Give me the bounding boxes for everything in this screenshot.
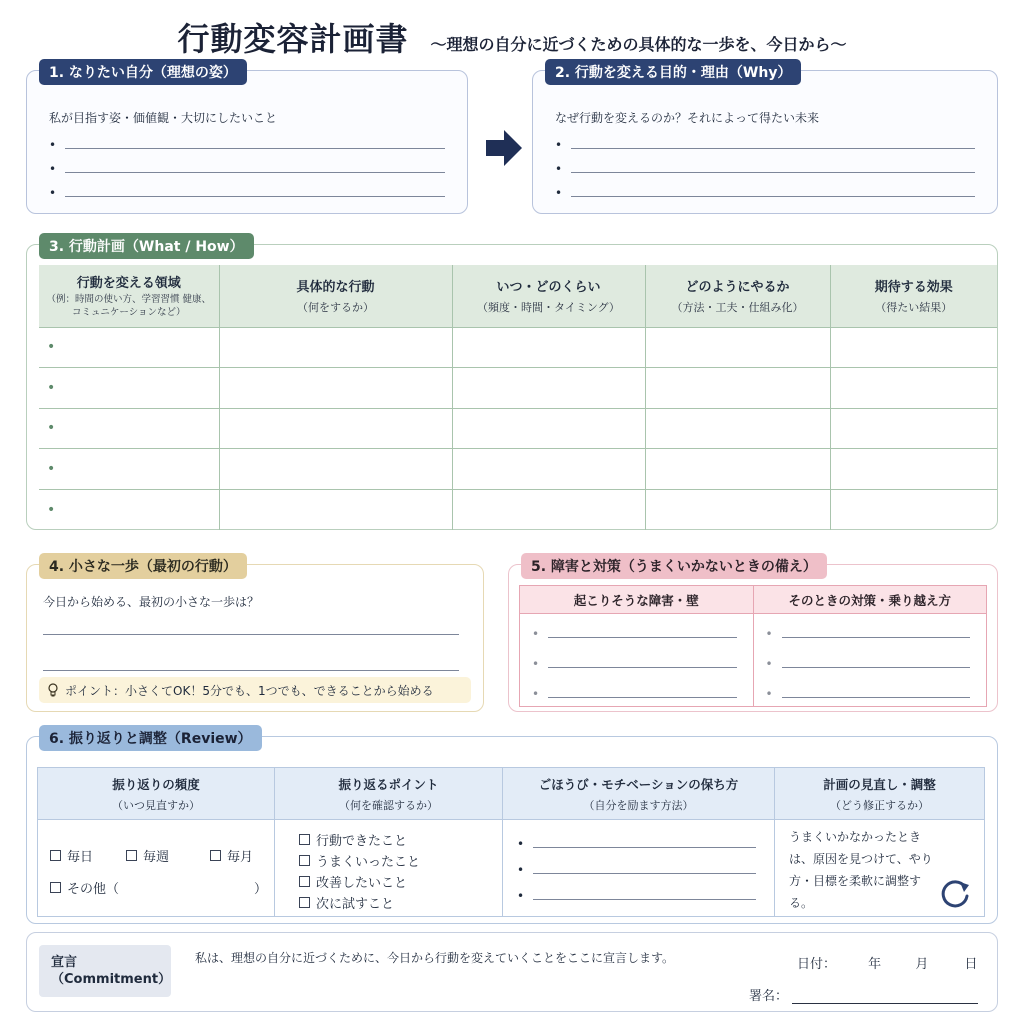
table-cell[interactable] [830, 327, 997, 368]
countermeasure-header: そのときの対策・乗り越え方 [754, 586, 987, 614]
table-cell[interactable] [645, 449, 830, 490]
column-header: 期待する効果 （得たい結果） [830, 265, 997, 327]
title-row [0, 14, 1024, 58]
table-cell[interactable] [645, 408, 830, 449]
checkbox-icon [50, 882, 61, 893]
obstacle-input-line[interactable] [532, 654, 737, 670]
write-line [533, 847, 756, 848]
section-why [532, 65, 998, 214]
write-line [548, 667, 737, 668]
section-2-input-line[interactable] [555, 135, 975, 151]
reward-header: ごほうび・モチベーションの保ち方 （自分を励ます方法） [503, 768, 774, 820]
write-line [548, 637, 737, 638]
review-points-header: 振り返るポイント （何を確認するか） [275, 768, 502, 820]
reward-input-line[interactable] [517, 834, 756, 850]
checkbox-icon [299, 855, 310, 866]
section-1-prompt: 私が目指す姿・価値観・大切にしたいこと [49, 111, 278, 125]
table-cell[interactable] [830, 489, 997, 530]
table-cell[interactable] [830, 368, 997, 409]
weekly-checkbox[interactable]: 毎週 [126, 846, 169, 865]
table-cell[interactable] [452, 327, 645, 368]
section-5-tag: 5. 障害と対策（うまくいかないときの備え） [521, 553, 827, 579]
right-arrow-icon [484, 128, 524, 168]
reward-input-line[interactable] [517, 860, 756, 876]
bullet: • [49, 138, 57, 152]
checkbox-icon [299, 834, 310, 845]
table-cell[interactable] [219, 489, 452, 530]
bullet: • [49, 186, 57, 200]
reward-input-line[interactable] [517, 886, 756, 902]
point-checkbox[interactable]: 行動できたこと [299, 830, 407, 849]
table-cell[interactable] [452, 408, 645, 449]
write-line [571, 172, 975, 173]
section-1-input-line[interactable] [49, 183, 445, 199]
daily-checkbox[interactable]: 毎日 [50, 846, 93, 865]
action-plan-table [39, 265, 997, 530]
month-label: 月 [915, 957, 929, 972]
review-frequency-header: 振り返りの頻度 （いつ見直すか） [38, 768, 274, 820]
countermeasure-column [753, 586, 987, 706]
date-label: 日付： [797, 957, 837, 972]
bullet: • [49, 162, 57, 176]
obstacle-header: 起こりそうな障害・壁 [520, 586, 753, 614]
table-row [39, 489, 997, 530]
obstacle-column [520, 586, 753, 706]
section-1-input-line[interactable] [49, 135, 445, 151]
countermeasure-input-line[interactable] [766, 684, 971, 700]
checkbox-icon [299, 897, 310, 908]
section-1-input-line[interactable] [49, 159, 445, 175]
date-field[interactable] [797, 953, 977, 972]
tip-box [39, 677, 471, 703]
section-4-input-line[interactable] [43, 621, 459, 637]
section-1-tag: 1. なりたい自分（理想の姿） [39, 59, 247, 85]
table-cell[interactable] [219, 368, 452, 409]
write-line [43, 670, 459, 671]
signature-line [792, 990, 978, 1004]
column-header: 具体的な行動 （何をするか） [219, 265, 452, 327]
section-4-input-line[interactable] [43, 657, 459, 673]
bullet: • [765, 687, 773, 701]
column-header: 行動を変える領域 （例：時間の使い方、学習習慣 健康、コミュニケーションなど） [39, 265, 219, 327]
section-ideal-self [26, 65, 468, 214]
declaration-text: 私は、理想の自分に近づくために、今日から行動を変えていくことをここに宣言します。 [195, 951, 675, 965]
year-label: 年 [868, 957, 882, 972]
table-cell[interactable]: • [39, 489, 219, 530]
section-action-plan [26, 239, 998, 530]
other-close-paren: ） [254, 882, 268, 897]
table-cell[interactable] [645, 327, 830, 368]
section-obstacles [508, 559, 998, 712]
table-cell[interactable] [219, 408, 452, 449]
bullet: • [555, 162, 563, 176]
write-line [43, 634, 459, 635]
other-checkbox[interactable]: その他（ [50, 878, 119, 897]
adjust-header: 計画の見直し・調整 （どう修正するか） [775, 768, 984, 820]
commitment-label [39, 945, 171, 997]
bullet: • [517, 837, 525, 851]
write-line [571, 148, 975, 149]
adjust-text: うまくいかなかったときは、原因を見つけて、やり方・目標を柔軟に調整する。 [789, 830, 933, 910]
table-row [39, 449, 997, 490]
review-points-column [274, 768, 502, 916]
write-line [65, 172, 445, 173]
column-header: いつ・どのくらい （頻度・時間・タイミング） [452, 265, 645, 327]
table-cell[interactable] [830, 449, 997, 490]
obstacle-input-line[interactable] [532, 624, 737, 640]
checkbox-icon [50, 850, 61, 861]
lightbulb-icon [47, 683, 59, 697]
countermeasure-input-line[interactable] [766, 624, 971, 640]
adjust-column [774, 768, 984, 916]
day-label: 日 [964, 957, 978, 972]
section-3-tag: 3. 行動計画（What / How） [39, 233, 254, 259]
table-cell[interactable] [219, 327, 452, 368]
commitment-label-jp: 宣言 [51, 955, 78, 970]
table-cell[interactable] [219, 449, 452, 490]
section-6-tag: 6. 振り返りと調整（Review） [39, 725, 262, 751]
page-title: 行動変容計画書 [177, 20, 409, 58]
monthly-checkbox[interactable]: 毎月 [210, 846, 253, 865]
bullet: • [532, 687, 540, 701]
bullet: • [765, 657, 773, 671]
section-2-prompt: なぜ行動を変えるのか？それによって得たい未来 [555, 111, 820, 125]
obstacles-table [519, 585, 987, 707]
column-header: どのようにやるか （方法・工夫・仕組み化） [645, 265, 830, 327]
table-row [39, 368, 997, 409]
bullet: • [555, 138, 563, 152]
write-line [533, 899, 756, 900]
bullet: • [555, 186, 563, 200]
bullet: • [517, 863, 525, 877]
table-cell[interactable] [830, 408, 997, 449]
review-table [37, 767, 985, 917]
countermeasure-input-line[interactable] [766, 654, 971, 670]
table-cell[interactable] [452, 489, 645, 530]
write-line [782, 637, 971, 638]
table-cell[interactable]: • [39, 368, 219, 409]
table-cell[interactable] [645, 489, 830, 530]
write-line [548, 697, 737, 698]
bullet: • [517, 889, 525, 903]
commitment-section [26, 932, 998, 1012]
write-line [65, 196, 445, 197]
page-subtitle: 〜理想の自分に近づくための具体的な一歩を、今日から〜 [430, 35, 847, 54]
bullet: • [532, 627, 540, 641]
section-review [26, 731, 998, 924]
table-cell[interactable]: • [39, 449, 219, 490]
write-line [533, 873, 756, 874]
checkbox-icon [126, 850, 137, 861]
write-line [782, 697, 971, 698]
reward-column [502, 768, 774, 916]
section-2-input-line[interactable] [555, 159, 975, 175]
refresh-icon [938, 876, 972, 910]
checkbox-icon [299, 876, 310, 887]
bullet: • [765, 627, 773, 641]
table-header-row [39, 265, 997, 327]
obstacle-input-line[interactable] [532, 684, 737, 700]
write-line [782, 667, 971, 668]
write-line [571, 196, 975, 197]
checkbox-icon [210, 850, 221, 861]
table-cell[interactable] [452, 449, 645, 490]
point-checkbox[interactable]: 次に試すこと [299, 893, 394, 912]
write-line [65, 148, 445, 149]
signature-label: 署名： [749, 989, 789, 1004]
review-frequency-column [38, 768, 274, 916]
section-4-tag: 4. 小さな一歩（最初の行動） [39, 553, 247, 579]
section-first-step [26, 559, 484, 712]
commitment-label-en: （Commitment） [51, 972, 172, 987]
bullet: • [532, 657, 540, 671]
table-row [39, 408, 997, 449]
point-checkbox[interactable]: 改善したいこと [299, 872, 407, 891]
table-cell[interactable]: • [39, 408, 219, 449]
table-row [39, 327, 997, 368]
section-2-tag: 2. 行動を変える目的・理由（Why） [545, 59, 801, 85]
point-checkbox[interactable]: うまくいったこと [299, 851, 420, 870]
section-4-prompt: 今日から始める、最初の小さな一歩は？ [43, 595, 260, 609]
table-cell[interactable] [645, 368, 830, 409]
signature-field[interactable] [749, 985, 978, 1004]
table-cell[interactable]: • [39, 327, 219, 368]
section-2-input-line[interactable] [555, 183, 975, 199]
tip-text: ポイント：小さくてOK！5分でも、1つでも、できることから始める [65, 683, 434, 698]
table-cell[interactable] [452, 368, 645, 409]
